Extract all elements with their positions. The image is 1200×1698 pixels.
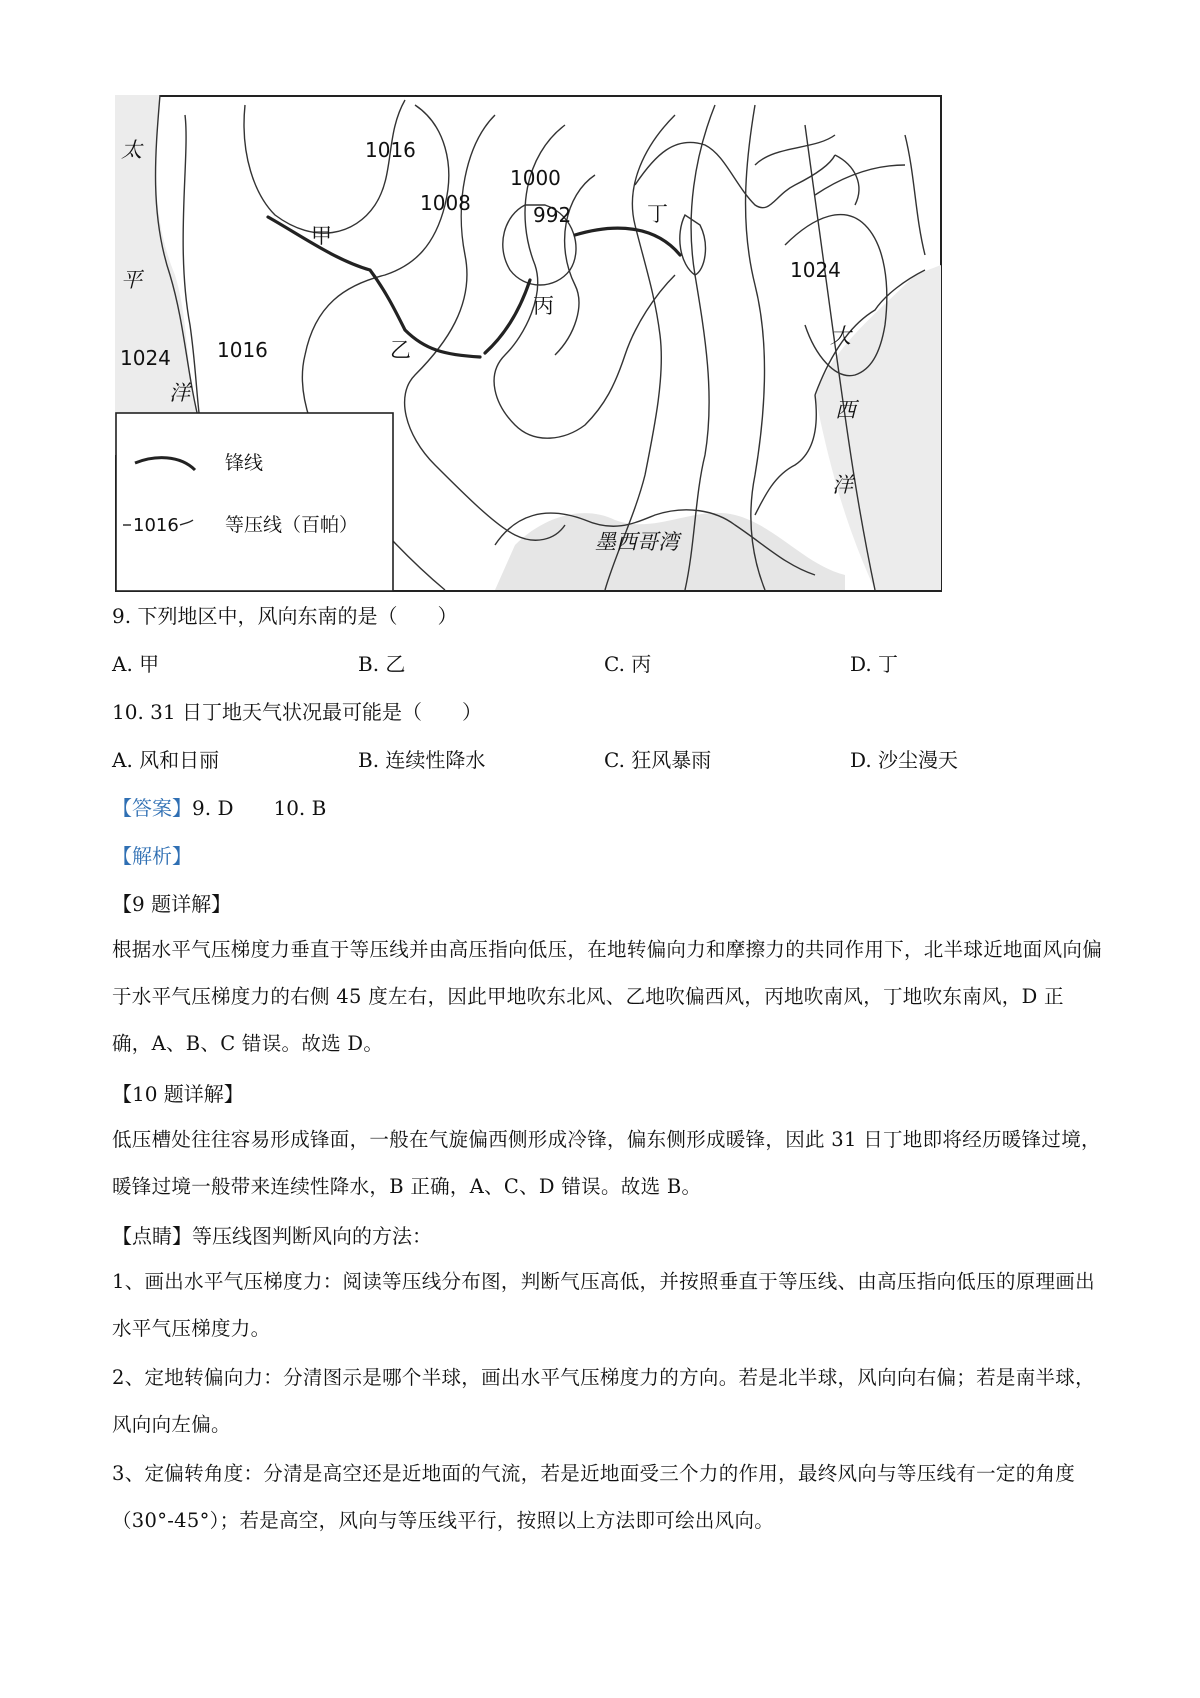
isobar-label: 1024 [790, 258, 841, 282]
tip-item-3: 3、定偏转角度：分清是高空还是近地面的气流，若是近地面受三个力的作用，最终风向与等压线有一定的角度（30°-45°）；若是高空，风向与等压线平行，按照以上方法即可绘出风向。 [112, 1462, 1076, 1532]
answer-value: 9. D 10. B [192, 796, 327, 820]
detail10-title: 【10 题详解】 [112, 1082, 244, 1106]
ocean-label-atlantic: 西 [835, 398, 856, 422]
point-label-yi: 乙 [390, 338, 411, 362]
q9-option-a: A. 甲 [112, 652, 160, 676]
ocean-label-pacific: 洋 [169, 381, 190, 405]
ocean-label-pacific: 平 [121, 268, 142, 292]
q9-option-c: C. 丙 [604, 652, 652, 676]
tip-item-1: 1、画出水平气压梯度力：阅读等压线分布图，判断气压高低，并按照垂直于等压线、由高压指向低压的原理画出水平气压梯度力。 [112, 1270, 1095, 1340]
ocean-label-atlantic: 大 [830, 324, 851, 348]
point-label-ding: 丁 [647, 202, 668, 226]
q10-stem: 10. 31 日丁地天气状况最可能是（ ） [112, 700, 482, 724]
ocean-label-atlantic: 洋 [832, 473, 853, 497]
analysis-tag: 【解析】 [112, 844, 192, 868]
q9-stem: 9. 下列地区中，风向东南的是（ ） [112, 604, 458, 628]
isobar-label: 1016 [365, 138, 416, 162]
answer-line [112, 792, 326, 821]
legend-isobar-sample: 1016 [133, 515, 179, 536]
detail9-title: 【9 题详解】 [112, 892, 232, 916]
isobar-map-figure [115, 95, 942, 592]
q10-option-c: C. 狂风暴雨 [604, 748, 712, 772]
answer-tag: 【答案】 [112, 796, 192, 820]
q10-option-a: A. 风和日丽 [112, 748, 220, 772]
q10-option-b: B. 连续性降水 [358, 748, 486, 772]
detail10-body: 低压槽处往往容易形成锋面，一般在气旋偏西侧形成冷锋，偏东侧形成暖锋，因此 31 日丁地即将经历暖锋过境，暖锋过境一般带来连续性降水，B 正确，A、C、D 错误。故选 B。 [112, 1128, 1101, 1198]
isobar-label: 1024 [120, 346, 171, 370]
isobar-label: 1016 [217, 338, 268, 362]
point-label-jia: 甲 [311, 224, 332, 248]
isobar-label: 992 [533, 203, 572, 227]
isobar-label: 1008 [420, 191, 471, 215]
legend-front-label: 锋线 [225, 452, 264, 474]
ocean-label-gulf: 墨西哥湾 [595, 530, 679, 554]
tip-item-2: 2、定地转偏向力：分清图示是哪个半球，画出水平气压梯度力的方向。若是北半球，风向向右偏；若是南半球，风向向左偏。 [112, 1366, 1095, 1436]
ocean-label-pacific: 太 [121, 138, 142, 162]
isobar-map [115, 95, 942, 592]
point-label-bing: 丙 [533, 294, 554, 318]
tip-title: 【点睛】等压线图判断风向的方法： [112, 1224, 432, 1248]
q9-option-b: B. 乙 [358, 652, 406, 676]
legend-isobar-label: 等压线（百帕） [225, 514, 359, 536]
legend-box [116, 413, 393, 591]
isobar-label: 1000 [510, 166, 561, 190]
q10-option-d: D. 沙尘漫天 [850, 748, 959, 772]
detail9-body: 根据水平气压梯度力垂直于等压线并由高压指向低压，在地转偏向力和摩擦力的共同作用下，北半球近地面风向偏于水平气压梯度力的右侧 45 度左右，因此甲地吹东北风、乙地吹偏西风，丙地吹南风，丁地吹东南风，D 正确，A、B、C 错误。故选 D。 [112, 938, 1103, 1055]
q9-option-d: D. 丁 [850, 652, 899, 676]
